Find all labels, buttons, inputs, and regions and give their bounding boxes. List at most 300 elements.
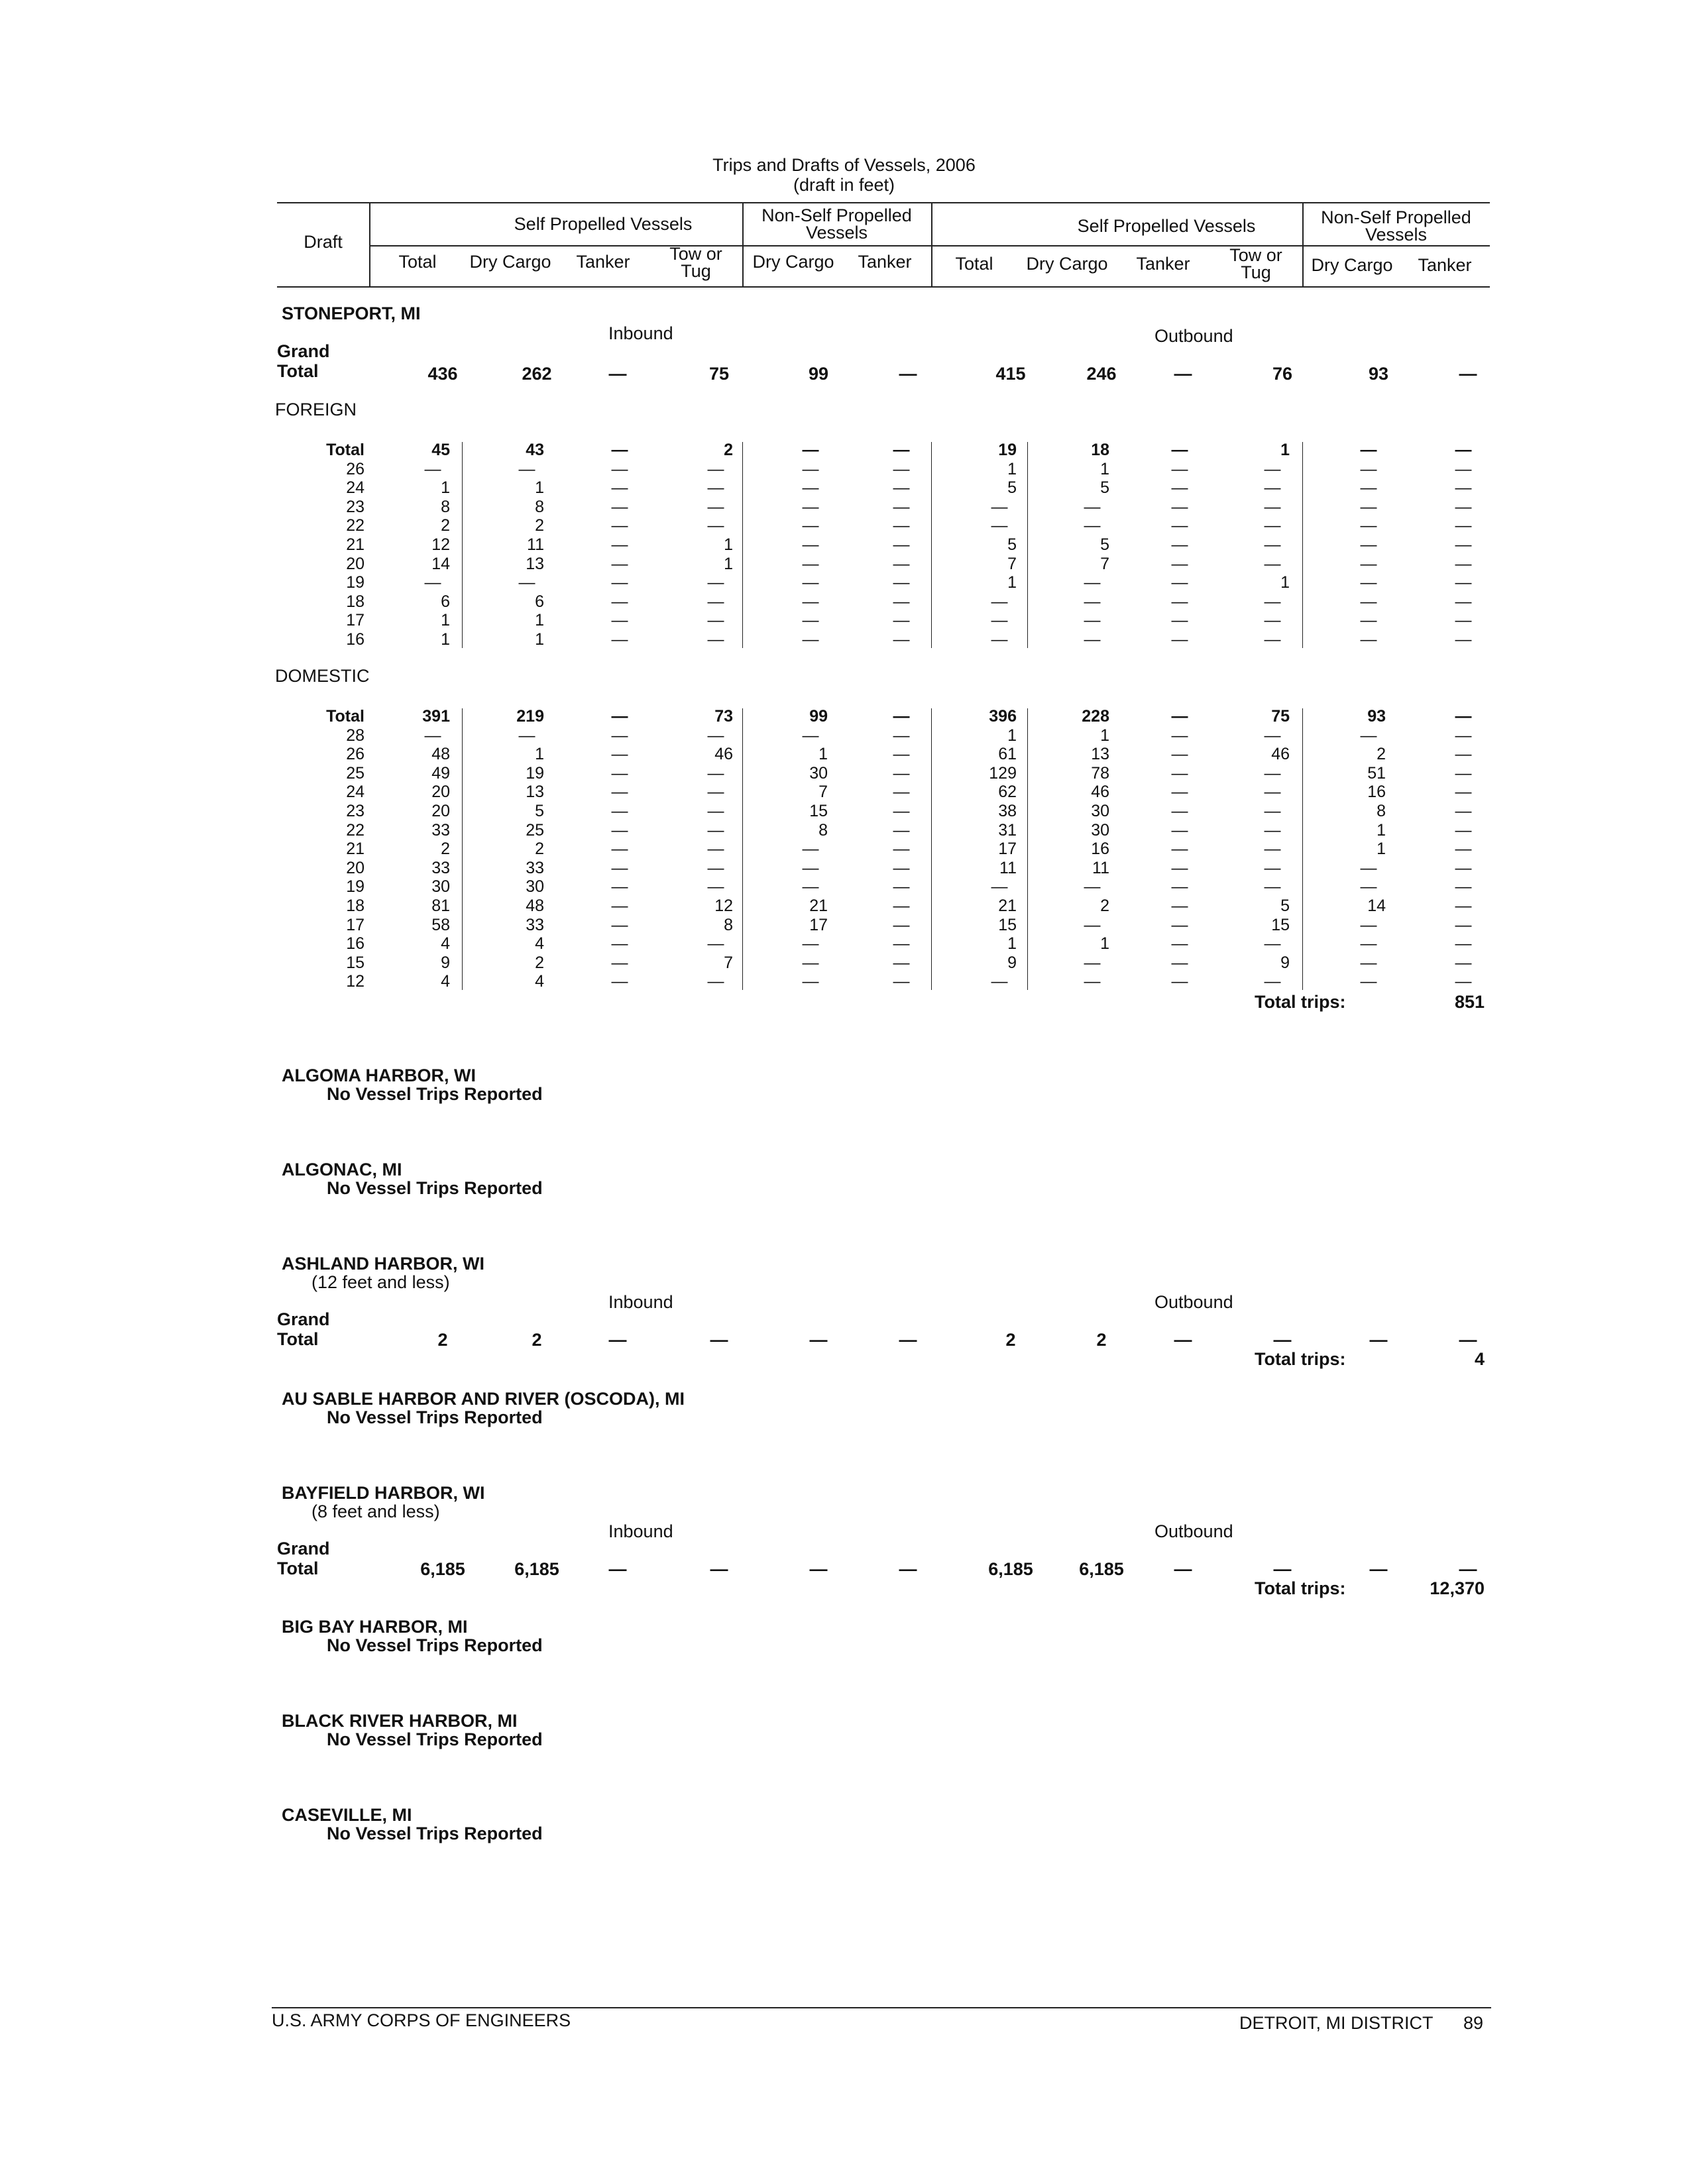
table-row — [278, 498, 1491, 517]
cell-out-ns-tanker: — — [1455, 783, 1472, 802]
grand-total-out-dry-cargo: 6,185 — [1079, 1559, 1124, 1579]
cell-tanker: — — [611, 915, 628, 934]
cell-out-ns-dry-cargo: — — [1360, 953, 1377, 972]
cell-out-tow-tug: 5 — [1280, 897, 1290, 915]
section-title: AU SABLE HARBOR AND RIVER (OSCODA), MI — [282, 1389, 685, 1409]
cell-out-ns-tanker: — — [1455, 630, 1472, 649]
cell-out-ns-dry-cargo: 93 — [1367, 707, 1386, 726]
cell-dry-cargo: 4 — [535, 934, 544, 954]
cell-ns-dry-cargo: 1 — [818, 745, 828, 764]
cell-out-ns-dry-cargo: — — [1360, 554, 1377, 573]
cell-out-tanker: — — [1171, 592, 1188, 611]
cell-out-tow-tug: — — [1264, 783, 1281, 802]
draft-label: 20 — [346, 858, 365, 877]
group-label-foreign: FOREIGN — [275, 400, 357, 419]
table-row — [278, 630, 1491, 649]
cell-out-ns-tanker: — — [1455, 877, 1472, 897]
cell-out-ns-dry-cargo: 14 — [1367, 897, 1386, 915]
header-tow-tug: Tow or Tug — [669, 244, 722, 281]
cell-dry-cargo: 1 — [535, 630, 544, 649]
cell-out-tow-tug: 1 — [1280, 441, 1290, 459]
cell-out-tanker: — — [1171, 707, 1188, 726]
cell-tanker: — — [611, 592, 628, 611]
cell-ns-dry-cargo: — — [802, 459, 819, 478]
table-row — [278, 745, 1491, 764]
cell-ns-dry-cargo: — — [802, 478, 819, 498]
cell-tow-tug: — — [707, 972, 724, 991]
cell-out-tow-tug: 1 — [1280, 573, 1290, 592]
grand-total-out-total: 6,185 — [988, 1559, 1033, 1579]
cell-dry-cargo: 2 — [535, 516, 544, 535]
no-trips-note: No Vessel Trips Reported — [327, 1635, 543, 1655]
header-draft: Draft — [304, 232, 343, 252]
cell-ns-dry-cargo: — — [802, 858, 819, 877]
cell-tanker: — — [611, 858, 628, 877]
header-self-propelled-in: Self Propelled Vessels — [514, 214, 693, 234]
cell-out-ns-tanker: — — [1455, 441, 1472, 459]
cell-total: 4 — [441, 934, 450, 954]
cell-out-tanker: — — [1171, 802, 1188, 820]
cell-out-tanker: — — [1171, 535, 1188, 554]
section-title: BIG BAY HARBOR, MI — [282, 1617, 468, 1637]
cell-out-ns-dry-cargo: — — [1360, 441, 1377, 459]
cell-tow-tug: — — [707, 592, 724, 611]
cell-ns-tanker: — — [893, 877, 910, 897]
cell-out-total: 19 — [998, 441, 1017, 459]
grand-total-out-ns-tanker: — — [1459, 1330, 1477, 1350]
column-rule — [742, 442, 743, 648]
outbound-label: Outbound — [1154, 326, 1233, 346]
cell-tanker: — — [611, 802, 628, 820]
cell-out-tow-tug: — — [1264, 459, 1281, 478]
cell-out-total: 1 — [1007, 934, 1017, 954]
cell-out-ns-dry-cargo: — — [1360, 573, 1377, 592]
page-number: 89 — [1463, 2013, 1484, 2033]
cell-tanker: — — [611, 820, 628, 840]
cell-out-total: 38 — [998, 802, 1017, 820]
no-trips-note: No Vessel Trips Reported — [327, 1084, 543, 1104]
grand-total-total: 2 — [437, 1330, 448, 1350]
cell-tanker: — — [611, 783, 628, 802]
cell-out-total: 61 — [998, 745, 1017, 764]
cell-tanker: — — [611, 840, 628, 859]
cell-ns-dry-cargo: — — [802, 611, 819, 630]
grand-total-tow-tug: 75 — [708, 364, 730, 384]
table-row — [278, 478, 1491, 498]
cell-tow-tug: — — [707, 726, 724, 745]
table-row — [278, 877, 1491, 897]
cell-out-tanker: — — [1171, 745, 1188, 764]
cell-total: 49 — [431, 763, 450, 783]
cell-ns-dry-cargo: 15 — [809, 802, 828, 820]
draft-label: 22 — [346, 516, 365, 535]
cell-ns-dry-cargo: — — [802, 726, 819, 745]
grand-total-dry-cargo: 2 — [532, 1330, 542, 1350]
grand-total-tow-tug: — — [710, 1330, 728, 1350]
draft-label: 18 — [346, 592, 365, 611]
cell-tanker: — — [611, 516, 628, 535]
cell-out-tanker: — — [1171, 441, 1188, 459]
no-trips-note: No Vessel Trips Reported — [327, 1824, 543, 1843]
cell-out-tow-tug: — — [1264, 592, 1281, 611]
cell-tanker: — — [611, 630, 628, 649]
cell-tow-tug: 12 — [714, 897, 733, 915]
cell-out-dry-cargo: 11 — [1092, 858, 1109, 877]
cell-out-ns-dry-cargo: — — [1360, 592, 1377, 611]
cell-tow-tug: — — [707, 516, 724, 535]
cell-out-total: 7 — [1007, 554, 1017, 573]
cell-out-ns-tanker: — — [1455, 535, 1472, 554]
grand-total-ns-dry-cargo: 99 — [808, 364, 829, 384]
draft-label: 26 — [346, 745, 365, 764]
grand-total-label: Grand Total — [277, 341, 330, 381]
cell-ns-dry-cargo: — — [802, 953, 819, 972]
grand-total-out-ns-dry-cargo: — — [1369, 1330, 1388, 1350]
table-row — [278, 516, 1491, 535]
cell-out-ns-tanker: — — [1455, 516, 1472, 535]
cell-out-dry-cargo: 30 — [1091, 802, 1109, 820]
header-tanker: Tanker — [1418, 255, 1472, 275]
cell-out-ns-tanker: — — [1455, 858, 1472, 877]
total-trips-label: Total trips: — [1255, 1578, 1346, 1598]
cell-out-ns-tanker: — — [1455, 802, 1472, 820]
cell-tanker: — — [611, 573, 628, 592]
cell-out-total: 15 — [998, 915, 1017, 934]
cell-tow-tug: — — [707, 611, 724, 630]
cell-out-dry-cargo: 30 — [1091, 820, 1109, 840]
cell-out-dry-cargo: 5 — [1100, 535, 1109, 554]
total-trips-label: Total trips: — [1255, 1349, 1346, 1369]
cell-ns-tanker: — — [893, 897, 910, 915]
cell-out-ns-dry-cargo: — — [1360, 858, 1377, 877]
cell-out-ns-dry-cargo: — — [1360, 459, 1377, 478]
cell-tanker: — — [611, 972, 628, 991]
cell-out-total: — — [991, 877, 1008, 897]
footer-rule — [272, 2007, 1491, 2008]
cell-out-total: 21 — [998, 897, 1017, 915]
cell-tanker: — — [611, 934, 628, 954]
cell-out-tanker: — — [1171, 554, 1188, 573]
table-row — [278, 460, 1491, 479]
cell-total: 8 — [441, 497, 450, 516]
cell-ns-dry-cargo: 99 — [809, 707, 828, 726]
draft-label: 23 — [346, 497, 365, 516]
cell-dry-cargo: 25 — [526, 820, 544, 840]
cell-out-total: 1 — [1007, 726, 1017, 745]
cell-out-ns-tanker: — — [1455, 763, 1472, 783]
grand-total-out-total: 2 — [1005, 1330, 1016, 1350]
cell-out-dry-cargo: 13 — [1091, 745, 1109, 764]
cell-ns-dry-cargo: 21 — [809, 897, 828, 915]
grand-total-out-ns-dry-cargo: 93 — [1368, 364, 1389, 384]
cell-dry-cargo: 33 — [526, 915, 544, 934]
section-title: ALGOMA HARBOR, WI — [282, 1065, 476, 1085]
cell-total: 14 — [431, 554, 450, 573]
cell-ns-tanker: — — [893, 441, 910, 459]
cell-out-total: — — [991, 611, 1008, 630]
cell-out-tow-tug: — — [1264, 877, 1281, 897]
cell-out-ns-tanker: — — [1455, 820, 1472, 840]
cell-ns-tanker: — — [893, 858, 910, 877]
cell-dry-cargo: — — [518, 726, 535, 745]
cell-out-tow-tug: — — [1264, 763, 1281, 783]
cell-out-total: 5 — [1007, 478, 1017, 498]
column-rule — [1027, 708, 1028, 990]
table-row — [278, 821, 1491, 840]
cell-out-dry-cargo: — — [1084, 497, 1101, 516]
draft-label: 21 — [346, 840, 365, 859]
table-row — [278, 573, 1491, 592]
cell-ns-dry-cargo: — — [802, 535, 819, 554]
cell-out-tanker: — — [1171, 840, 1188, 859]
cell-dry-cargo: 43 — [526, 441, 544, 459]
cell-out-tow-tug: 46 — [1271, 745, 1290, 764]
table-row — [278, 764, 1491, 783]
cell-total: 1 — [441, 630, 450, 649]
grand-total-out-ns-tanker: — — [1459, 1559, 1477, 1579]
cell-total: 81 — [431, 897, 450, 915]
cell-out-ns-dry-cargo: — — [1360, 535, 1377, 554]
cell-out-dry-cargo: 5 — [1100, 478, 1109, 498]
column-rule — [742, 708, 743, 990]
title-line1: Trips and Drafts of Vessels, 2006 — [712, 155, 976, 175]
draft-label: 24 — [346, 783, 365, 802]
cell-total: 1 — [441, 611, 450, 630]
cell-out-ns-dry-cargo: 51 — [1367, 763, 1386, 783]
grand-total-out-tanker: — — [1174, 1559, 1192, 1579]
cell-out-dry-cargo: — — [1084, 611, 1101, 630]
grand-total-out-tow-tug: — — [1273, 1330, 1292, 1350]
draft-label: 25 — [346, 763, 365, 783]
grand-total-ns-tanker: — — [899, 1330, 917, 1350]
header-mid-rule — [369, 245, 1490, 246]
total-trips-value: 851 — [1454, 992, 1485, 1012]
cell-out-ns-dry-cargo: 1 — [1377, 820, 1386, 840]
header-divider — [369, 202, 370, 286]
cell-dry-cargo: 2 — [535, 953, 544, 972]
cell-ns-dry-cargo: 7 — [818, 783, 828, 802]
cell-out-total: — — [991, 516, 1008, 535]
table-row — [278, 859, 1491, 878]
table-row — [278, 934, 1491, 954]
section-note: (8 feet and less) — [311, 1502, 440, 1521]
cell-tow-tug: — — [707, 820, 724, 840]
cell-total: 58 — [431, 915, 450, 934]
cell-out-tow-tug: 9 — [1280, 953, 1290, 972]
cell-out-dry-cargo: — — [1084, 972, 1101, 991]
cell-ns-tanker: — — [893, 934, 910, 954]
cell-out-ns-tanker: — — [1455, 592, 1472, 611]
total-trips-value: 12,370 — [1430, 1578, 1485, 1598]
draft-label: 16 — [346, 630, 365, 649]
draft-label: 12 — [346, 972, 365, 991]
cell-out-total: 129 — [989, 763, 1017, 783]
cell-total: 2 — [441, 516, 450, 535]
cell-total: 12 — [431, 535, 450, 554]
grand-total-tow-tug: — — [710, 1559, 728, 1579]
cell-out-dry-cargo: 2 — [1100, 897, 1109, 915]
cell-ns-tanker: — — [893, 802, 910, 820]
table-row — [278, 611, 1491, 630]
cell-tow-tug: — — [707, 934, 724, 954]
section-title: ALGONAC, MI — [282, 1160, 402, 1179]
cell-out-ns-dry-cargo: — — [1360, 915, 1377, 934]
cell-out-tanker: — — [1171, 763, 1188, 783]
draft-label: 15 — [346, 953, 365, 972]
cell-tow-tug: — — [707, 478, 724, 498]
grand-total-out-tanker: — — [1174, 1330, 1192, 1350]
cell-out-tow-tug: — — [1264, 840, 1281, 859]
cell-out-tow-tug: — — [1264, 516, 1281, 535]
cell-dry-cargo: 1 — [535, 611, 544, 630]
cell-out-ns-tanker: — — [1455, 953, 1472, 972]
cell-out-dry-cargo: — — [1084, 592, 1101, 611]
cell-ns-dry-cargo: — — [802, 441, 819, 459]
grand-total-out-ns-dry-cargo: — — [1369, 1559, 1388, 1579]
cell-dry-cargo: 48 — [526, 897, 544, 915]
cell-ns-tanker: — — [893, 535, 910, 554]
cell-dry-cargo: 13 — [526, 554, 544, 573]
cell-tow-tug: — — [707, 630, 724, 649]
cell-dry-cargo: 30 — [526, 877, 544, 897]
cell-tow-tug: — — [707, 802, 724, 820]
cell-out-tanker: — — [1171, 953, 1188, 972]
cell-out-tow-tug: — — [1264, 858, 1281, 877]
cell-ns-tanker: — — [893, 478, 910, 498]
cell-out-dry-cargo: — — [1084, 573, 1101, 592]
section-title: STONEPORT, MI — [282, 303, 421, 323]
cell-out-tow-tug: — — [1264, 611, 1281, 630]
cell-out-tanker: — — [1171, 858, 1188, 877]
grand-total-out-dry-cargo: 2 — [1096, 1330, 1107, 1350]
cell-out-tow-tug: — — [1264, 478, 1281, 498]
cell-out-tow-tug: — — [1264, 726, 1281, 745]
cell-out-dry-cargo: 46 — [1091, 783, 1109, 802]
cell-total: 33 — [431, 820, 450, 840]
cell-total: 6 — [441, 592, 450, 611]
draft-label: 17 — [346, 611, 365, 630]
cell-out-ns-tanker: — — [1455, 707, 1472, 726]
cell-out-dry-cargo: — — [1084, 877, 1101, 897]
cell-ns-tanker: — — [893, 763, 910, 783]
header-tanker: Tanker — [1136, 254, 1190, 274]
header-total: Total — [955, 254, 993, 274]
cell-out-dry-cargo: 7 — [1100, 554, 1109, 573]
cell-out-total: 31 — [998, 820, 1017, 840]
cell-total: 30 — [431, 877, 450, 897]
draft-label: 19 — [346, 573, 365, 592]
cell-dry-cargo: 33 — [526, 858, 544, 877]
cell-ns-tanker: — — [893, 726, 910, 745]
section-title: ASHLAND HARBOR, WI — [282, 1254, 484, 1274]
cell-out-total: — — [991, 972, 1008, 991]
cell-dry-cargo: 1 — [535, 478, 544, 498]
cell-out-ns-dry-cargo: 8 — [1377, 802, 1386, 820]
outbound-label: Outbound — [1154, 1292, 1233, 1312]
cell-out-dry-cargo: 228 — [1082, 707, 1109, 726]
cell-out-total: 396 — [989, 707, 1017, 726]
cell-out-total: 1 — [1007, 573, 1017, 592]
cell-ns-dry-cargo: 8 — [818, 820, 828, 840]
cell-out-dry-cargo: 1 — [1100, 726, 1109, 745]
cell-tanker: — — [611, 535, 628, 554]
cell-out-ns-dry-cargo: — — [1360, 516, 1377, 535]
header-tanker: Tanker — [576, 252, 630, 272]
table-row — [278, 535, 1491, 555]
cell-out-tow-tug: 75 — [1271, 707, 1290, 726]
cell-out-ns-tanker: — — [1455, 915, 1472, 934]
cell-out-ns-dry-cargo: — — [1360, 877, 1377, 897]
cell-tow-tug: — — [707, 858, 724, 877]
cell-out-ns-dry-cargo: — — [1360, 611, 1377, 630]
cell-out-tow-tug: — — [1264, 972, 1281, 991]
cell-tanker: — — [611, 763, 628, 783]
header-dry-cargo: Dry Cargo — [1026, 254, 1108, 274]
cell-out-ns-tanker: — — [1455, 554, 1472, 573]
grand-total-dry-cargo: 6,185 — [514, 1559, 559, 1579]
cell-out-tow-tug: — — [1264, 554, 1281, 573]
draft-label: 20 — [346, 554, 365, 573]
section-title: BAYFIELD HARBOR, WI — [282, 1483, 485, 1503]
cell-total: 391 — [422, 707, 450, 726]
cell-ns-dry-cargo: — — [802, 516, 819, 535]
cell-ns-tanker: — — [893, 915, 910, 934]
cell-out-tanker: — — [1171, 877, 1188, 897]
section-title: BLACK RIVER HARBOR, MI — [282, 1711, 518, 1731]
draft-label: 17 — [346, 915, 365, 934]
cell-tow-tug: 46 — [714, 745, 733, 764]
table-row — [278, 441, 1491, 460]
cell-out-ns-dry-cargo: — — [1360, 630, 1377, 649]
grand-total-out-tow-tug: 76 — [1272, 364, 1293, 384]
cell-out-tow-tug: — — [1264, 630, 1281, 649]
cell-out-ns-tanker: — — [1455, 497, 1472, 516]
cell-tanker: — — [611, 459, 628, 478]
grand-total-ns-dry-cargo: — — [809, 1559, 828, 1579]
cell-tow-tug: 8 — [724, 915, 733, 934]
column-rule — [931, 708, 932, 990]
header-total: Total — [398, 252, 437, 272]
grand-total-tanker: — — [608, 364, 627, 384]
draft-label: 28 — [346, 726, 365, 745]
cell-out-total: — — [991, 630, 1008, 649]
title-line2: (draft in feet) — [793, 175, 895, 195]
grand-total-ns-dry-cargo: — — [809, 1330, 828, 1350]
cell-ns-dry-cargo: — — [802, 630, 819, 649]
cell-out-tanker: — — [1171, 783, 1188, 802]
grand-total-total: 6,185 — [420, 1559, 465, 1579]
cell-out-total: — — [991, 497, 1008, 516]
cell-out-tow-tug: — — [1264, 497, 1281, 516]
cell-total: 33 — [431, 858, 450, 877]
cell-out-ns-tanker: — — [1455, 745, 1472, 764]
table-row — [278, 592, 1491, 612]
inbound-label: Inbound — [608, 323, 673, 343]
cell-tanker: — — [611, 497, 628, 516]
cell-out-tanker: — — [1171, 478, 1188, 498]
cell-tanker: — — [611, 745, 628, 764]
cell-tanker: — — [611, 554, 628, 573]
cell-out-tanker: — — [1171, 915, 1188, 934]
cell-tow-tug: 2 — [724, 441, 733, 459]
cell-total: 2 — [441, 840, 450, 859]
draft-label: Total — [326, 707, 365, 726]
cell-ns-tanker: — — [893, 630, 910, 649]
inbound-label: Inbound — [608, 1292, 673, 1312]
cell-tanker: — — [611, 897, 628, 915]
cell-out-tanker: — — [1171, 459, 1188, 478]
cell-out-ns-dry-cargo: 16 — [1367, 783, 1386, 802]
